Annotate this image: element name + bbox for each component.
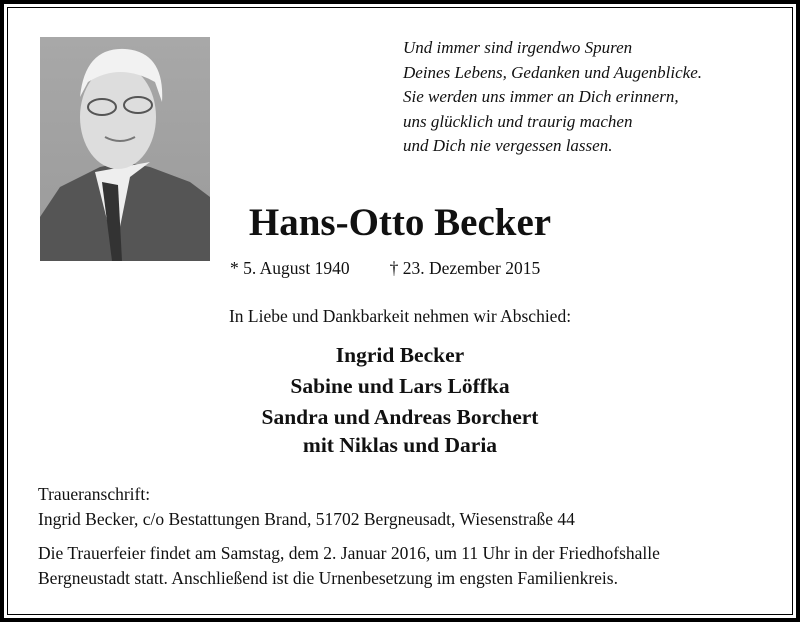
farewell-intro: In Liebe und Dankbarkeit nehmen wir Abschied:: [228, 306, 572, 326]
ceremony-info: [38, 541, 660, 590]
address-block: [38, 482, 660, 531]
poem-line: Und immer sind irgendwo Spuren: [403, 38, 633, 57]
ceremony-line: Die Trauerfeier findet am Samstag, dem 2. Januar 2016, um 11 Uhr in der Friedhofshalle: [38, 543, 660, 563]
address-label: Traueranschrift:: [38, 484, 151, 504]
poem-line: uns glücklich und traurig machen: [403, 111, 633, 131]
mourner: Sabine und Lars Löffka: [290, 374, 510, 398]
mourner: Ingrid Becker: [335, 343, 465, 367]
poem: [403, 36, 702, 159]
deceased-name: Hans-Otto Becker: [248, 201, 552, 244]
poem-line: und Dich nie vergessen lassen.: [403, 136, 613, 155]
details: [38, 482, 660, 600]
address-text: Ingrid Becker, c/o Bestattungen Brand, 51702 Bergneusadt, Wiesenstraße 44: [38, 508, 575, 529]
mourner: Sandra und Andreas Borchert: [261, 405, 539, 429]
death-date: † 23. Dezember 2015: [389, 258, 541, 278]
birth-date: * 5. August 1940: [230, 258, 350, 278]
mourners-list: [0, 340, 800, 461]
mourner: mit Niklas und Daria: [302, 433, 498, 457]
poem-line: Sie werden uns immer an Dich erinnern,: [403, 87, 679, 106]
poem-line: Deines Lebens, Gedanken und Augenblicke.: [403, 62, 702, 82]
life-dates: [230, 258, 580, 279]
ceremony-line: Bergneustadt statt. Anschließend ist die Urnenbesetzung im engsten Familienkreis.: [38, 567, 618, 588]
portrait-photo: [40, 37, 210, 261]
